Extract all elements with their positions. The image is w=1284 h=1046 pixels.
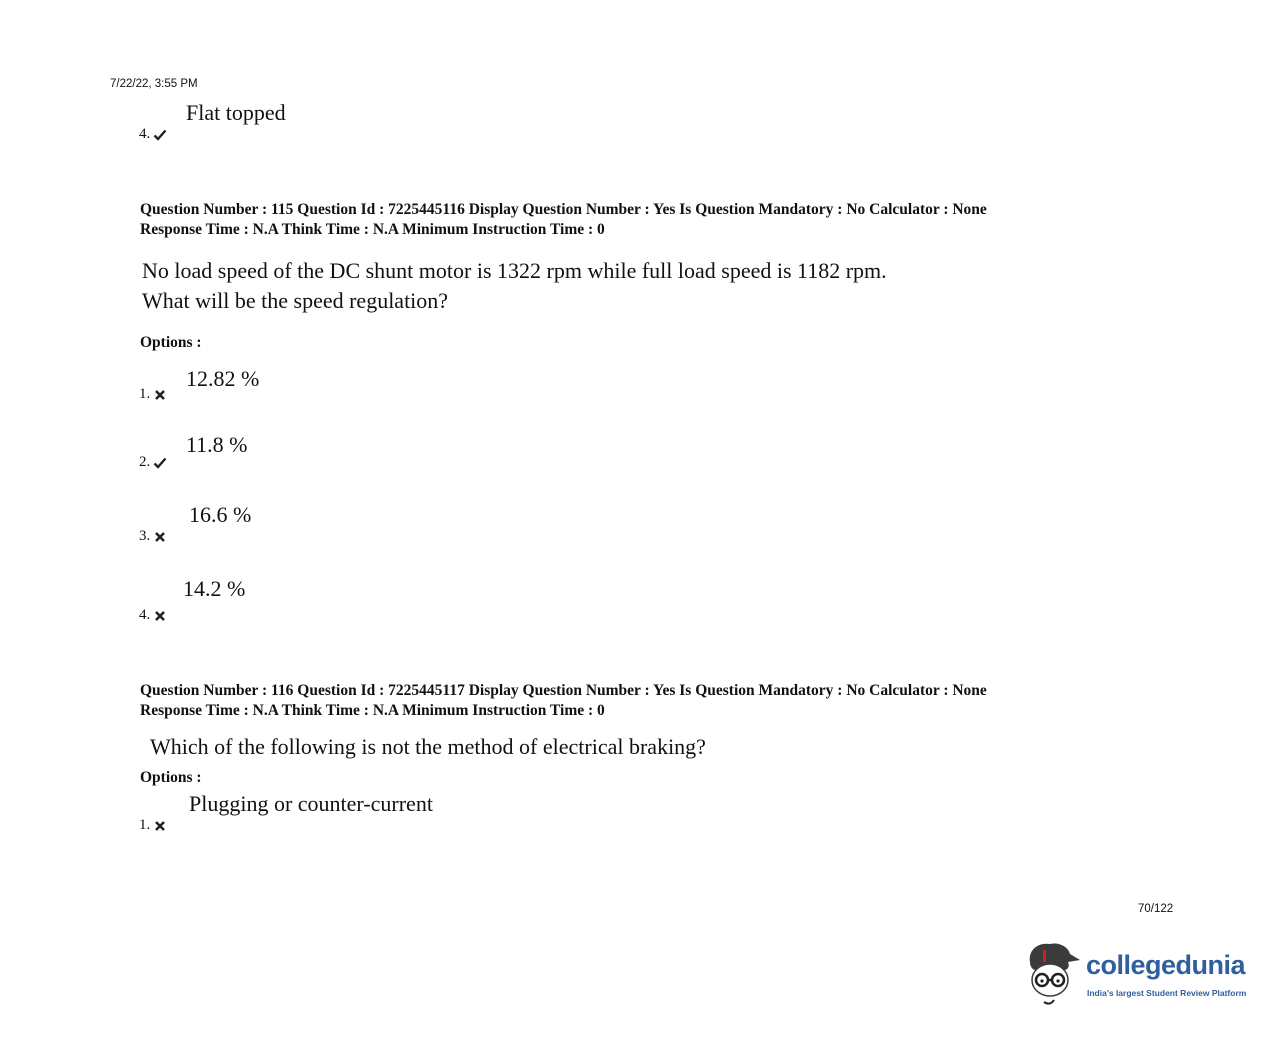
option-text: 16.6 % — [189, 502, 252, 527]
option-number: 1. — [139, 386, 151, 402]
option-text: 14.2 % — [183, 576, 246, 601]
question-meta-line: Response Time : N.A Think Time : N.A Minimum Instruction Time : 0 — [140, 220, 605, 238]
option-number: 2. — [139, 454, 151, 470]
options-label: Options : — [140, 769, 202, 786]
check-icon — [153, 128, 167, 142]
option-text: 12.82 % — [186, 366, 260, 391]
question-meta-line: Question Number : 116 Question Id : 7225445117 Display Question Number : Yes Is Question Mandatory : No Calculator : None — [140, 682, 987, 699]
option-number: 4. — [139, 607, 151, 623]
option-row — [139, 607, 167, 624]
question-115-meta — [140, 200, 987, 239]
option-number: 1. — [139, 817, 151, 833]
question-text-line: What will be the speed regulation? — [142, 288, 449, 313]
print-timestamp: 7/22/22, 3:55 PM — [110, 78, 198, 90]
option-row — [139, 454, 167, 471]
option-row — [139, 817, 167, 834]
prev-option-row — [139, 126, 167, 143]
page-number: 70/122 — [1138, 903, 1174, 915]
cross-icon — [153, 388, 167, 402]
option-text: Plugging or counter-current — [189, 791, 433, 816]
option-row — [139, 386, 167, 403]
collegedunia-logo-icon — [1024, 940, 1084, 1008]
question-115-text — [142, 256, 887, 316]
brand-name: collegedunia — [1086, 950, 1246, 980]
option-row — [139, 528, 167, 545]
cross-icon — [153, 819, 167, 833]
check-icon — [153, 456, 167, 470]
prev-option-text: Flat topped — [186, 100, 286, 125]
option-number: 3. — [139, 528, 151, 544]
question-text-line: No load speed of the DC shunt motor is 1322 rpm while full load speed is 1182 rpm. — [142, 258, 887, 283]
cross-icon — [153, 609, 167, 623]
question-meta-line: Question Number : 115 Question Id : 7225445116 Display Question Number : Yes Is Question Mandatory : No Calculator : None — [140, 201, 987, 218]
option-text: 11.8 % — [186, 432, 248, 457]
prev-option-number: 4. — [139, 126, 151, 142]
question-116-meta — [140, 681, 987, 720]
question-116-text: Which of the following is not the method of electrical braking? — [150, 734, 706, 759]
question-meta-line: Response Time : N.A Think Time : N.A Minimum Instruction Time : 0 — [140, 701, 605, 719]
options-label: Options : — [140, 334, 202, 351]
brand-tagline: India's largest Student Review Platform — [1087, 988, 1247, 998]
cross-icon — [153, 530, 167, 544]
